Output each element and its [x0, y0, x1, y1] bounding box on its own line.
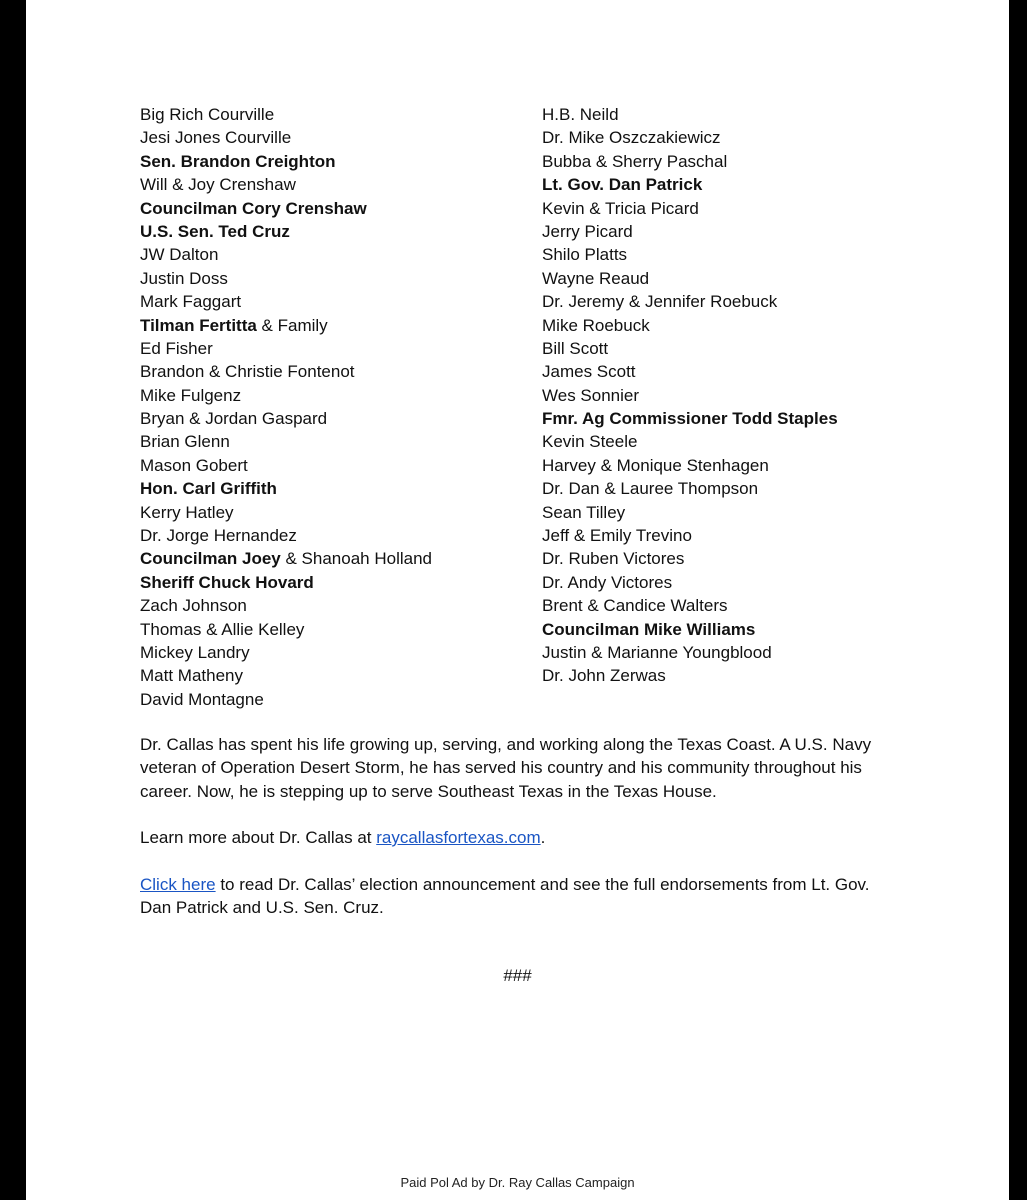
- announcement-text: to read Dr. Callas’ election announcement and see the full endorsements from Lt. Gov. Dan Patrick and U.S. Sen. Cruz.: [140, 875, 870, 918]
- endorser-name: Mason Gobert: [140, 455, 248, 475]
- endorser-item: [542, 173, 838, 196]
- endorser-item: [542, 547, 838, 570]
- endorser-name: Dr. Ruben Victores: [542, 549, 685, 569]
- endorser-name-bold: Councilman Mike Williams: [542, 619, 756, 639]
- endorser-item: [140, 243, 432, 266]
- endorser-name: Dr. Mike Oszczakiewicz: [542, 128, 721, 148]
- endorser-name-bold: Sen. Brandon Creighton: [140, 151, 336, 171]
- endorser-item: [140, 524, 432, 547]
- endorser-item: [140, 618, 432, 641]
- endorser-item: [542, 384, 838, 407]
- endorser-name: Kevin Steele: [542, 432, 638, 452]
- endorser-name: Dr. Dan & Lauree Thompson: [542, 479, 759, 499]
- endorser-name: H.B. Neild: [542, 105, 619, 124]
- endorser-name-bold: Councilman Cory Crenshaw: [140, 198, 367, 218]
- endorser-name: Jerry Picard: [542, 221, 633, 241]
- endorser-item: [140, 641, 432, 664]
- endorser-item: [542, 150, 838, 173]
- endorser-name: Dr. Andy Victores: [542, 572, 673, 592]
- endorser-name: Wayne Reaud: [542, 268, 650, 288]
- endorser-item: [542, 337, 838, 360]
- endorser-item: [542, 220, 838, 243]
- endorser-item: [542, 103, 838, 126]
- endorser-name: David Montagne: [140, 689, 264, 709]
- endorser-item: [140, 103, 432, 126]
- endorser-name: Will & Joy Crenshaw: [140, 175, 296, 195]
- endorser-name: Kerry Hatley: [140, 502, 234, 522]
- endorser-item: [140, 477, 432, 500]
- endorser-item: [542, 360, 838, 383]
- endorser-item: [542, 314, 838, 337]
- endorser-item: [542, 243, 838, 266]
- endorser-name: Justin & Marianne Youngblood: [542, 642, 772, 662]
- endorser-item: [140, 571, 432, 594]
- endorser-name: Brandon & Christie Fontenot: [140, 362, 355, 382]
- endorser-item: [140, 360, 432, 383]
- endorser-name-bold: Councilman Joey: [140, 549, 281, 569]
- endorser-name: Dr. Jorge Hernandez: [140, 526, 297, 546]
- endorser-name: Thomas & Allie Kelley: [140, 619, 305, 639]
- endorser-name: Mark Faggart: [140, 292, 242, 312]
- endorser-item: [542, 267, 838, 290]
- endorser-item: [542, 430, 838, 453]
- website-link[interactable]: raycallasfortexas.com: [376, 828, 541, 847]
- endorser-item: [140, 173, 432, 196]
- endorser-item: [140, 197, 432, 220]
- endorsement-list-left: [140, 103, 432, 711]
- endorser-item: [140, 150, 432, 173]
- endorser-item: [140, 290, 432, 313]
- endorser-item: [542, 501, 838, 524]
- endorsement-list-right: [542, 103, 838, 688]
- endorser-name: Jesi Jones Courville: [140, 128, 292, 148]
- endorser-name: Big Rich Courville: [140, 105, 275, 124]
- endorser-name: Dr. Jeremy & Jennifer Roebuck: [542, 292, 778, 312]
- endorser-name-bold: Hon. Carl Griffith: [140, 479, 277, 499]
- endorser-name: JW Dalton: [140, 245, 219, 265]
- endorser-item: [140, 547, 432, 570]
- learn-more-suffix: .: [540, 828, 546, 847]
- endorser-item: [140, 430, 432, 453]
- endorser-item: [140, 220, 432, 243]
- endorser-name: Justin Doss: [140, 268, 228, 288]
- endorser-item: [542, 641, 838, 664]
- endorser-name: & Family: [256, 315, 328, 335]
- end-mark: ###: [503, 966, 532, 985]
- endorser-name: Ed Fisher: [140, 338, 213, 358]
- endorser-item: [542, 197, 838, 220]
- endorser-name: James Scott: [542, 362, 636, 382]
- endorser-item: [140, 454, 432, 477]
- endorser-item: [140, 501, 432, 524]
- endorser-name: Brian Glenn: [140, 432, 230, 452]
- endorser-name: Sean Tilley: [542, 502, 626, 522]
- document-page: [26, 0, 1009, 1200]
- endorser-name: Bryan & Jordan Gaspard: [140, 409, 328, 429]
- endorser-item: [542, 524, 838, 547]
- learn-more-prefix: Learn more about Dr. Callas at: [140, 828, 377, 847]
- learn-more-paragraph: [140, 826, 900, 849]
- endorser-name-bold: Tilman Fertitta: [140, 315, 257, 335]
- endorser-item: [140, 407, 432, 430]
- endorser-item: [140, 126, 432, 149]
- endorser-item: [542, 571, 838, 594]
- endorser-name-bold: Fmr. Ag Commissioner Todd Staples: [542, 409, 838, 429]
- endorser-item: [542, 290, 838, 313]
- click-here-link[interactable]: Click here: [140, 875, 216, 894]
- endorser-item: [140, 664, 432, 687]
- endorser-item: [542, 407, 838, 430]
- endorser-item: [542, 477, 838, 500]
- endorser-name-bold: Lt. Gov. Dan Patrick: [542, 175, 703, 195]
- endorser-name: Shilo Platts: [542, 245, 628, 265]
- endorser-name: & Shanoah Holland: [280, 549, 432, 569]
- endorser-item: [140, 267, 432, 290]
- endorser-item: [542, 664, 838, 687]
- endorser-item: [542, 618, 838, 641]
- bio-paragraph: Dr. Callas has spent his life growing up, serving, and working along the Texas Coast. A U.S. Navy veteran of Operation Desert Storm, he has served his country and his community throughout his career. Now, he is stepping up to serve Southeast Texas in the Texas House.: [140, 735, 872, 801]
- endorser-name-bold: U.S. Sen. Ted Cruz: [140, 221, 290, 241]
- endorser-item: [140, 337, 432, 360]
- endorser-name: Kevin & Tricia Picard: [542, 198, 699, 218]
- endorser-item: [140, 384, 432, 407]
- endorser-item: [542, 454, 838, 477]
- endorser-name: Mike Fulgenz: [140, 385, 242, 405]
- endorser-item: [140, 594, 432, 617]
- endorser-name-bold: Sheriff Chuck Hovard: [140, 572, 314, 592]
- endorser-item: [140, 314, 432, 337]
- endorser-name: Bubba & Sherry Paschal: [542, 151, 728, 171]
- endorser-name: Harvey & Monique Stenhagen: [542, 455, 769, 475]
- endorser-name: Zach Johnson: [140, 596, 247, 616]
- endorser-name: Mickey Landry: [140, 642, 250, 662]
- endorser-name: Mike Roebuck: [542, 315, 650, 335]
- endorser-item: [542, 594, 838, 617]
- endorser-name: Bill Scott: [542, 338, 609, 358]
- endorser-item: [542, 126, 838, 149]
- endorser-name: Dr. John Zerwas: [542, 666, 666, 686]
- endorser-name: Matt Matheny: [140, 666, 243, 686]
- footer-disclaimer: Paid Pol Ad by Dr. Ray Callas Campaign: [400, 1175, 635, 1190]
- endorser-name: Jeff & Emily Trevino: [542, 526, 692, 546]
- endorser-item: [140, 688, 432, 711]
- endorser-name: Wes Sonnier: [542, 385, 640, 405]
- announcement-paragraph: [140, 873, 900, 920]
- endorser-name: Brent & Candice Walters: [542, 596, 728, 616]
